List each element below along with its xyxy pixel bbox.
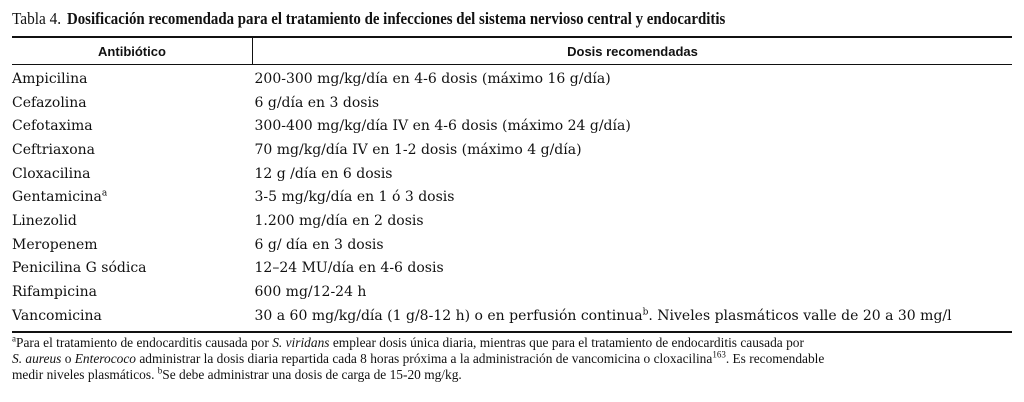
footnote-line: medir niveles plasmáticos. $^b$Se debe administrar una dosis de carga de 15-20 mg/kg. [12,365,462,382]
drug-dose: 300-400 mg/kg/día IV en 4-6 dosis (máximo 24 g/día) [254,118,631,135]
dosage-table [12,38,1012,328]
table-row [12,257,1012,281]
drug-name: Gentamicina$^a$ [12,188,108,206]
table-row [12,162,1012,186]
drug-name: Ceftriaxona [12,141,96,158]
drug-dose: 6 g/ día en 3 dosis [254,236,384,253]
table-row [12,304,1012,328]
footnote-line: S. aureus o Enterococo administrar la dosis diaria repartida cada 8 horas próxima a la administración de vancomicina o cloxacilina$^{163}$. Es recomendable [12,349,825,366]
table-title: Dosificación recomendada para el tratamiento de infecciones del sistema nervioso central y endocarditis [66,9,725,28]
drug-dose: 3-5 mg/kg/día en 1 ó 3 dosis [254,189,455,206]
drug-name: Cefotaxima [12,118,93,135]
table-label: Tabla 4. [12,9,62,28]
drug-name: Cloxacilina [12,165,91,182]
header-dose: Dosis recomendadas [567,43,698,59]
reference-number: 163 [712,349,726,360]
footnote-line: $^a$Para el tratamiento de endocarditis causada por S. viridans emplear dosis única diaria, mientras que para el tratamiento de endocarditis causada por [12,333,804,350]
table-row [12,280,1012,304]
table-row [12,233,1012,257]
footnote-mark-b: b [642,307,649,318]
drug-dose: 200-300 mg/kg/día en 4-6 dosis (máximo 16 g/día) [254,70,611,87]
drug-name: Penicilina G sódica [12,260,147,277]
table-row [12,65,1012,91]
table-row [12,138,1012,162]
table-row [12,185,1012,209]
drug-name: Ampicilina [12,70,88,87]
header-antibiotic: Antibiótico [12,38,253,64]
table-document [12,6,1012,383]
table-row [12,114,1012,138]
drug-name: Rifampicina [12,284,97,301]
drug-dose: 600 mg/12-24 h [254,284,367,301]
footnote-mark-a: a [101,188,108,199]
table-row [12,91,1012,115]
header-row [12,38,1012,64]
drug-dose: 12 g /día en 6 dosis [254,165,393,182]
drug-name: Cefazolina [12,94,87,111]
drug-dose: 6 g/día en 3 dosis [254,94,380,111]
drug-name: Meropenem [12,236,98,253]
drug-dose: 30 a 60 mg/kg/día (1 g/8-12 h) o en perfusión continua$^b$. Niveles plasmáticos valle de 20 a 30 mg/l [254,307,952,324]
drug-dose: 70 mg/kg/día IV en 1-2 dosis (máximo 4 g/día) [254,141,582,158]
table-row [12,209,1012,233]
table-caption [12,6,1012,36]
drug-name: Vancomicina [12,307,102,324]
drug-dose: 12–24 MU/día en 4-6 dosis [254,260,444,277]
drug-name: Linezolid [12,212,77,229]
drug-dose: 1.200 mg/día en 2 dosis [254,212,424,229]
table-footnote [12,333,1012,383]
